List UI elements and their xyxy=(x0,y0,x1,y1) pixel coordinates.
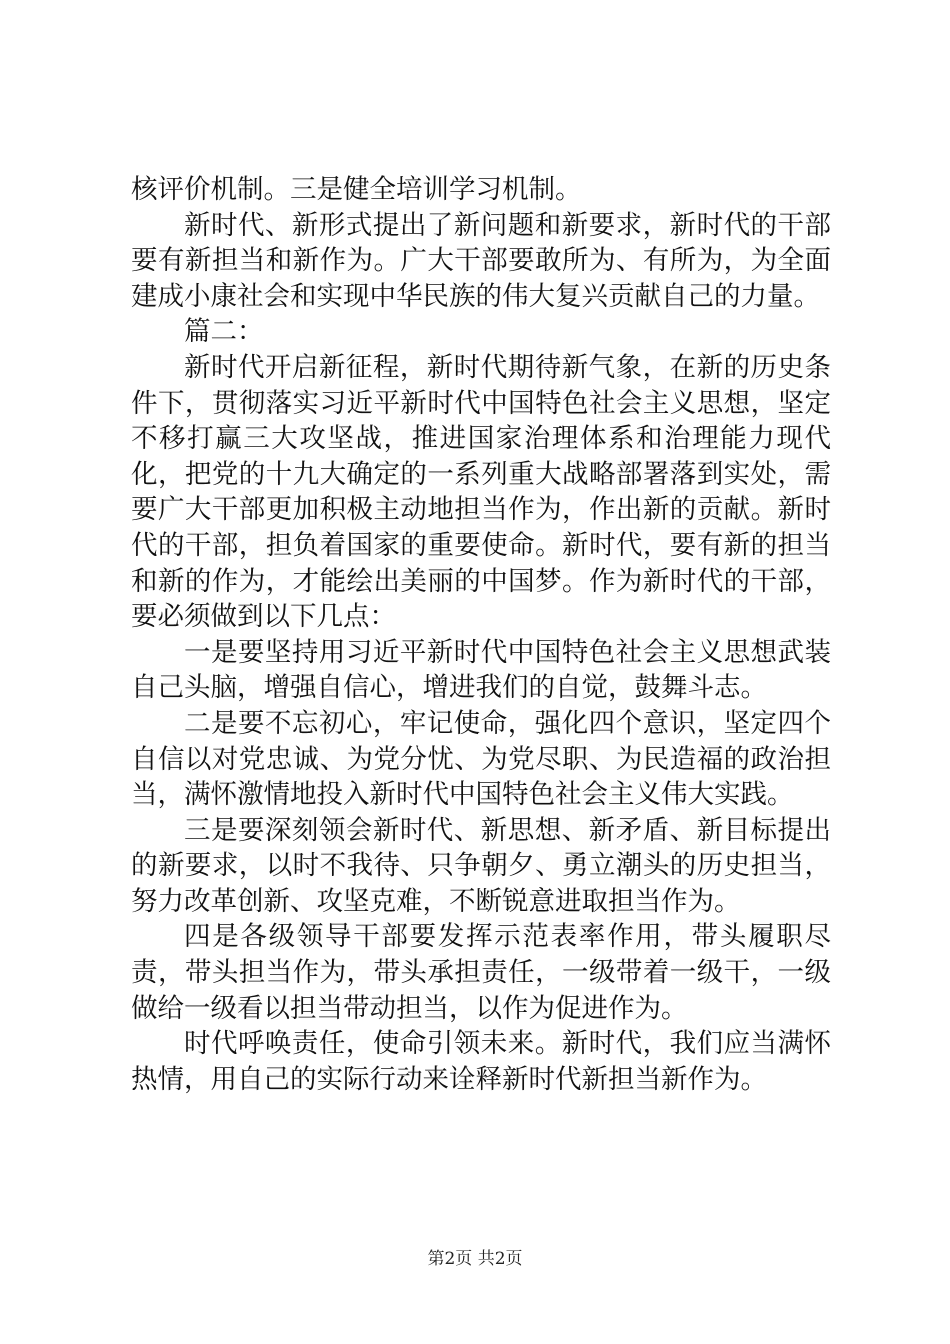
paragraph-7: 三是要深刻领会新时代、新思想、新矛盾、新目标提出的新要求，以时不我待、只争朝夕、勇立潮头的历史担当，努力改革创新、攻坚克难，不断锐意进取担当作为。 xyxy=(131,814,831,917)
paragraph-1: 核评价机制。三是健全培训学习机制。 xyxy=(131,174,582,205)
paragraph-6: 二是要不忘初心，牢记使命，强化四个意识，坚定四个自信以对党忠诚、为党分忧、为党尽职、为民造福的政治担当，满怀激情地投入新时代中国特色社会主义伟大实践。 xyxy=(131,707,831,811)
section-heading: 篇二： xyxy=(184,316,264,348)
paragraph-5: 一是要坚持用习近平新时代中国特色社会主义思想武装自己头脑，增强自信心，增进我们的自觉，鼓舞斗志。 xyxy=(131,636,831,704)
document-body xyxy=(131,172,831,1097)
paragraph-4: 新时代开启新征程，新时代期待新气象，在新的历史条件下，贯彻落实习近平新时代中国特色社会主义思想，坚定不移打赢三大攻坚战，推进国家治理体系和治理能力现代化，把党的十九大确定的一系列重大战略部署落到实处，需要广大干部更加积极主动地担当作为，作出新的贡献。新时代的干部，担负着国家的重要使命。新时代，要有新的担当和新的作为，才能绘出美丽的中国梦。作为新时代的干部，要必须做到以下几点： xyxy=(131,351,831,633)
page-footer: 第2页 共2页 xyxy=(427,1249,523,1269)
paragraph-8: 四是各级领导干部要发挥示范表率作用，带头履职尽责，带头担当作为，带头承担责任，一级带着一级干，一级做给一级看以担当带动担当，以作为促进作为。 xyxy=(131,921,831,1024)
paragraph-2: 新时代、新形式提出了新问题和新要求，新时代的干部要有新担当和新作为。广大干部要敢所为、有所为，为全面建成小康社会和实现中华民族的伟大复兴贡献自己的力量。 xyxy=(131,209,831,312)
paragraph-9: 时代呼唤责任，使命引领未来。新时代，我们应当满怀热情，用自己的实际行动来诠释新时代新担当新作为。 xyxy=(131,1028,831,1095)
